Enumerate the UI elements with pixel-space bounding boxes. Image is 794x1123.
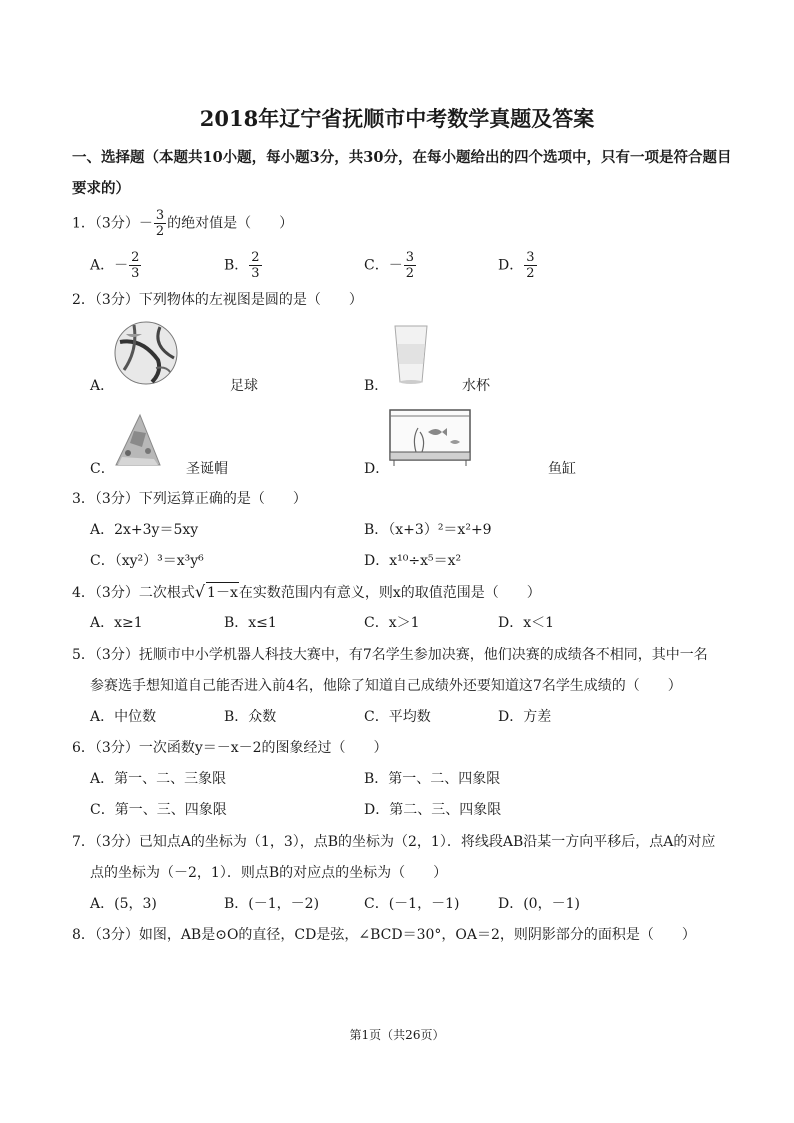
q2-option-c-label: C．	[90, 461, 115, 477]
q4-option-d: D．x＜1	[498, 615, 555, 631]
cup-image	[392, 324, 430, 386]
question-6: 6．（3分）一次函数y＝－x－2的图象经过（ ）	[72, 740, 388, 756]
q2-option-c-caption: 圣诞帽	[186, 461, 228, 477]
question-7-line1: 7．（3分）已知点A的坐标为（1，3），点B的坐标为（2，1）．将线段AB沿某一方向平移后，点A的对应	[72, 834, 716, 850]
q5-option-d: D．方差	[498, 709, 552, 725]
q3-option-b: B．（x+3）²＝x²+9	[364, 522, 492, 538]
question-5-line2: 参赛选手想知道自己能否进入前4名，他除了知道自己成绩外还要知道这7名学生成绩的（ ）	[90, 678, 682, 694]
q6-option-d: D．第二、三、四象限	[364, 802, 502, 818]
section-heading-line1: 一、选择题（本题共10小题，每小题3分，共30分，在每小题给出的四个选项中，只有一项是符合题目	[72, 149, 732, 166]
question-1	[72, 208, 293, 239]
q1-suffix: 的绝对值是（ ）	[167, 215, 294, 232]
q3-option-c: C．（xy²）³＝x³y⁶	[90, 553, 204, 569]
page-footer: 第1页（共26页）	[349, 1028, 445, 1042]
christmas-hat-image	[114, 413, 162, 467]
q4-option-a: A．x≥1	[90, 615, 143, 631]
q2-option-a-label: A．	[90, 378, 115, 394]
question-4: 4．（3分）二次根式√ 1－x在实数范围内有意义，则x的取值范围是（ ）	[72, 582, 541, 601]
question-2: 2．（3分）下列物体的左视图是圆的是（ ）	[72, 292, 363, 308]
q1-option-d: D． $\frac{3}{2}$	[498, 250, 535, 281]
q7-option-b: B．(－1，－2)	[224, 896, 320, 912]
q4-radicand: 1－x	[206, 582, 239, 603]
q2-option-b-caption: 水杯	[462, 378, 490, 394]
q6-option-a: A．第一、二、三象限	[90, 771, 227, 787]
fish-tank-image	[388, 408, 474, 468]
q2-option-d-label: D．	[364, 461, 390, 477]
q4-suffix: 在实数范围内有意义，则x的取值范围是（ ）	[238, 585, 541, 601]
q2-option-b-label: B．	[364, 378, 389, 394]
q7-option-a: A．(5，3)	[90, 896, 157, 912]
question-7-line2: 点的坐标为（－2，1）．则点B的对应点的坐标为（ ）	[90, 865, 448, 881]
q1-fraction: $\frac{3}{2}$	[155, 208, 165, 239]
q6-option-c: C．第一、三、四象限	[90, 802, 227, 818]
q1-option-b: B． $\frac{2}{3}$	[224, 250, 260, 281]
q5-option-b: B．众数	[224, 709, 277, 725]
q6-option-b: B．第一、二、四象限	[364, 771, 501, 787]
q4-option-b: B．x≤1	[224, 615, 277, 631]
section-heading-line2: 要求的）	[72, 180, 130, 197]
q5-option-a: A．中位数	[90, 709, 157, 725]
question-8: 8．（3分）如图，AB是⊙O的直径，CD是弦，∠BCD＝30°，OA＝2，则阴影部分的面积是（ ）	[72, 927, 696, 943]
q4-option-c: C．x＞1	[364, 615, 420, 631]
q3-option-a: A．2x+3y＝5xy	[90, 522, 199, 538]
q3-option-d: D．x¹⁰÷x⁵＝x²	[364, 553, 462, 569]
question-5-line1: 5．（3分）抚顺市中小学机器人科技大赛中，有7名学生参加决赛，他们决赛的成绩各不相同，其中一名	[72, 647, 708, 663]
page-title: 2018年辽宁省抚顺市中考数学真题及答案	[199, 106, 595, 131]
q2-option-a-caption: 足球	[230, 378, 258, 394]
football-image	[112, 320, 180, 386]
q5-option-c: C．平均数	[364, 709, 431, 725]
q2-option-d-caption: 鱼缸	[548, 461, 576, 477]
question-3: 3．（3分）下列运算正确的是（ ）	[72, 491, 307, 507]
q7-option-c: C．(－1，－1)	[364, 896, 460, 912]
q1-option-a: A．－ $\frac{2}{3}$	[90, 250, 140, 281]
q1-prefix: 1．（3分）－	[72, 215, 153, 232]
q1-option-c: C．－ $\frac{3}{2}$	[364, 250, 414, 281]
q4-prefix: 4．（3分）二次根式	[72, 585, 195, 601]
q7-option-d: D．(0，－1)	[498, 896, 580, 912]
